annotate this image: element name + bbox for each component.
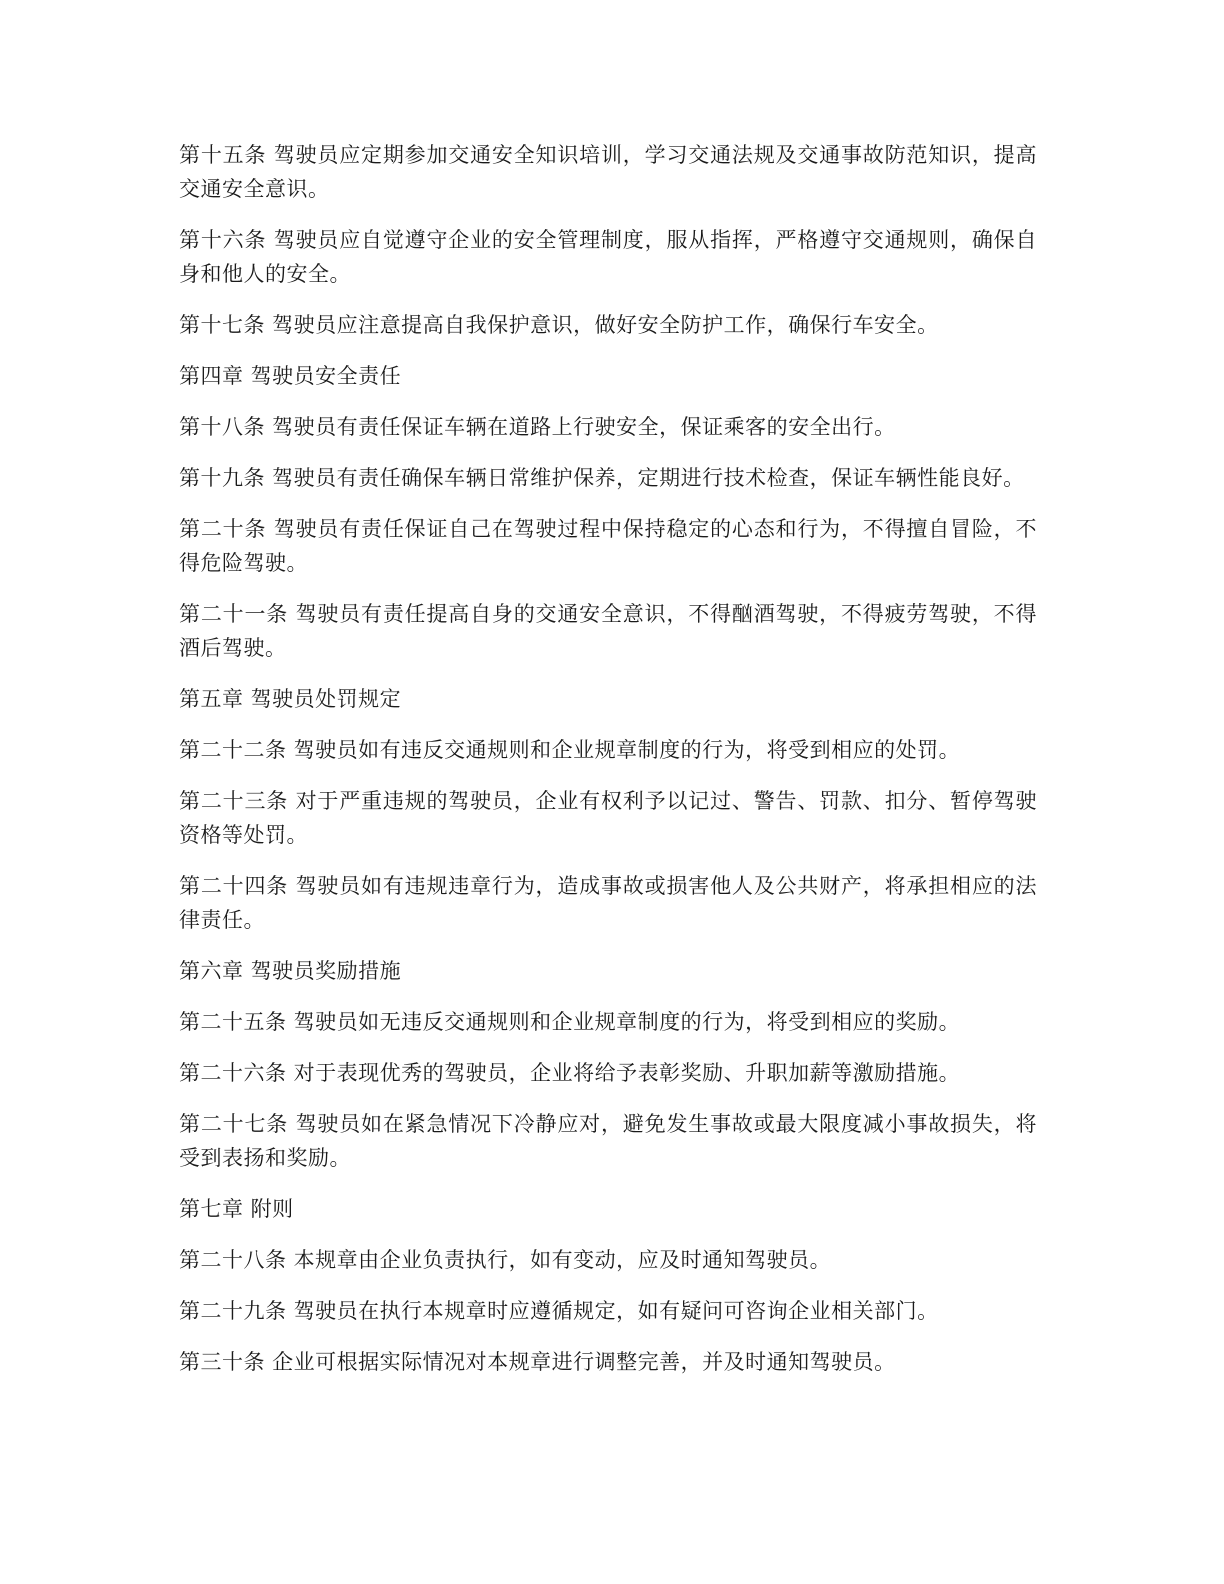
article-27: 第二十七条 驾驶员如在紧急情况下冷静应对，避免发生事故或最大限度减小事故损失，将受到表扬和奖励。 xyxy=(179,1112,1037,1170)
article-19: 第十九条 驾驶员有责任确保车辆日常维护保养，定期进行技术检查，保证车辆性能良好。 xyxy=(179,466,1025,490)
document-body xyxy=(179,138,1037,1396)
article-21: 第二十一条 驾驶员有责任提高自身的交通安全意识，不得酗酒驾驶，不得疲劳驾驶，不得酒后驾驶。 xyxy=(179,602,1037,660)
chapter-7-heading: 第七章 附则 xyxy=(179,1197,294,1221)
chapter-4-heading: 第四章 驾驶员安全责任 xyxy=(179,364,402,388)
article-28: 第二十八条 本规章由企业负责执行，如有变动，应及时通知驾驶员。 xyxy=(179,1248,832,1272)
article-24: 第二十四条 驾驶员如有违规违章行为，造成事故或损害他人及公共财产，将承担相应的法律责任。 xyxy=(179,874,1037,932)
article-26: 第二十六条 对于表现优秀的驾驶员，企业将给予表彰奖励、升职加薪等激励措施。 xyxy=(179,1061,961,1085)
article-15: 第十五条 驾驶员应定期参加交通安全知识培训，学习交通法规及交通事故防范知识，提高交通安全意识。 xyxy=(179,143,1037,201)
article-30: 第三十条 企业可根据实际情况对本规章进行调整完善，并及时通知驾驶员。 xyxy=(179,1350,896,1374)
article-23: 第二十三条 对于严重违规的驾驶员，企业有权利予以记过、警告、罚款、扣分、暂停驾驶资格等处罚。 xyxy=(179,789,1037,847)
article-16: 第十六条 驾驶员应自觉遵守企业的安全管理制度，服从指挥，严格遵守交通规则，确保自身和他人的安全。 xyxy=(179,228,1037,286)
article-18: 第十八条 驾驶员有责任保证车辆在道路上行驶安全，保证乘客的安全出行。 xyxy=(179,415,896,439)
article-20: 第二十条 驾驶员有责任保证自己在驾驶过程中保持稳定的心态和行为，不得擅自冒险，不得危险驾驶。 xyxy=(179,517,1037,575)
article-29: 第二十九条 驾驶员在执行本规章时应遵循规定，如有疑问可咨询企业相关部门。 xyxy=(179,1299,939,1323)
article-22: 第二十二条 驾驶员如有违反交通规则和企业规章制度的行为，将受到相应的处罚。 xyxy=(179,738,961,762)
chapter-5-heading: 第五章 驾驶员处罚规定 xyxy=(179,687,402,711)
article-25: 第二十五条 驾驶员如无违反交通规则和企业规章制度的行为，将受到相应的奖励。 xyxy=(179,1010,961,1034)
chapter-6-heading: 第六章 驾驶员奖励措施 xyxy=(179,959,402,983)
article-17: 第十七条 驾驶员应注意提高自我保护意识，做好安全防护工作，确保行车安全。 xyxy=(179,313,939,337)
